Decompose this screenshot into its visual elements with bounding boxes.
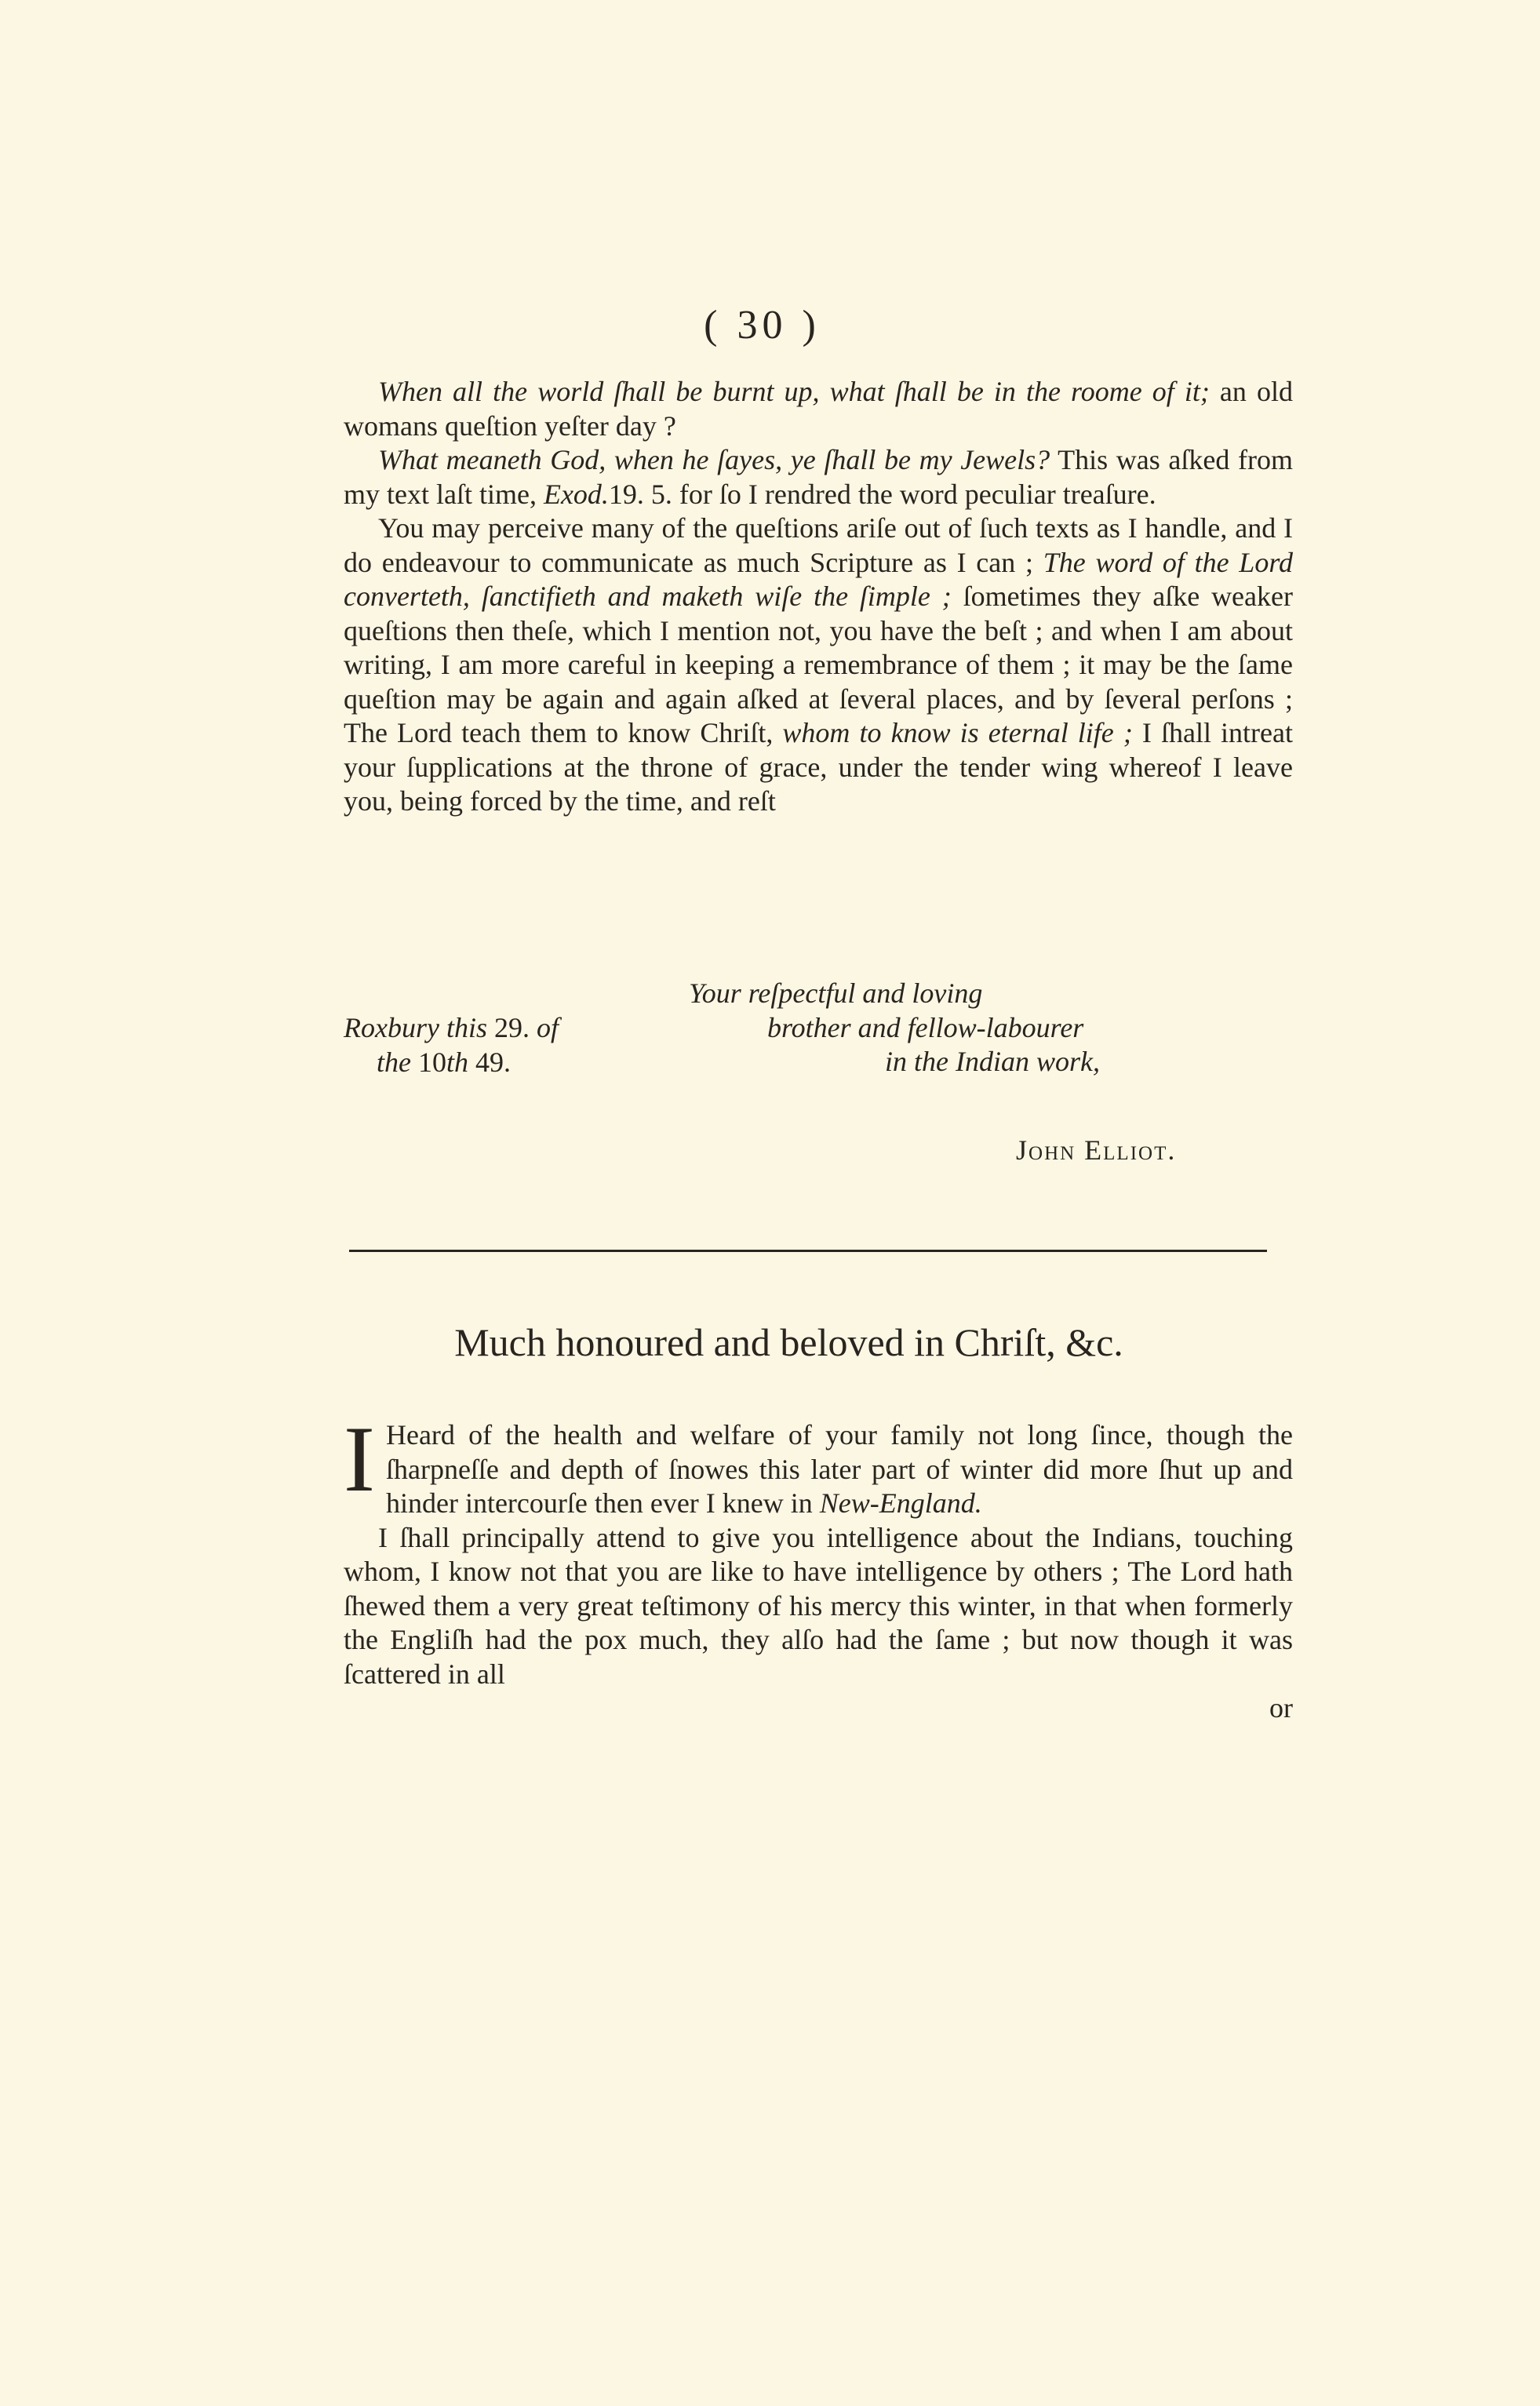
dateline-text: Roxbury this xyxy=(344,1012,494,1043)
paragraph-3-c: ſometimes they aſke weaker queſtions then theſe, which I mention not, you have the beſt ; and when I am about writing, I am more careful in keeping a remembrance of them ; it may be the ſame queſtion may be again and again aſked at ſeveral places, and by ſeveral perſons ; The Lord teach them to know Chriſt, xyxy=(344,581,1293,748)
dateline-line-1 xyxy=(344,1011,559,1046)
paragraph-2 xyxy=(344,443,1293,511)
paragraph-2-tail: 19. 5. for ſo I rendred the word peculiar treaſure. xyxy=(608,478,1156,510)
dateline-line-2 xyxy=(344,1046,559,1080)
paragraph-3-quote: The word of the Lord converteth, ſanctifieth and maketh wiſe the ſimple ; xyxy=(344,546,1293,612)
signature: John Elliot. xyxy=(1016,1134,1177,1166)
paragraph-3 xyxy=(344,511,1293,819)
paragraph-1 xyxy=(344,375,1293,443)
dateline-number: 49. xyxy=(468,1046,511,1078)
valediction xyxy=(689,977,1100,1079)
paragraph-5: I ſhall principally attend to give you intelligence about the Indians, touching whom, I know not that you are like to have intelligence by others ; The Lord hath ſhewed them a very great teſtimony of his mercy this winter, in that when formerly the Engliſh had the pox much, they alſo had the ſame ; but now though it was ſcattered in all xyxy=(344,1521,1293,1690)
paragraph-1-text: an old womans queſtion yeſter day ? xyxy=(344,376,1293,442)
paragraph-4-text: Heard of the health and welfare of your family not long ſince, though the ſharpneſſe and depth of ſnowes this later part of winter did more ſhut up and hinder intercourſe then ever I knew in xyxy=(385,1419,1293,1519)
paragraph-2-text: This was aſked from my text laſt time, xyxy=(344,444,1293,510)
dateline-text: of xyxy=(529,1012,559,1043)
valediction-line: in the Indian work, xyxy=(885,1046,1100,1077)
page-number: ( 30 ) xyxy=(704,303,821,348)
paragraph-1-italic: When all the world ſhall be burnt up, what ſhall be in the roome of it; xyxy=(378,376,1210,407)
paragraph-3-e: I ſhall intreat your ſupplications at the throne of grace, under the tender wing whereof I leave you, being forced by the time, and reſt xyxy=(344,717,1293,817)
dateline-text: th xyxy=(446,1046,468,1078)
scripture-reference: Exod. xyxy=(543,478,609,510)
section-divider xyxy=(349,1250,1267,1252)
paragraph-3-quote-2: whom to know is eternal life ; xyxy=(782,717,1133,748)
drop-cap: I xyxy=(344,1407,375,1511)
paragraph-2-italic: What meaneth God, when he ſayes, ye ſhall be my Jewels? xyxy=(378,444,1050,475)
place-name: New-England. xyxy=(819,1487,982,1519)
letter-body-second xyxy=(344,1407,1293,1726)
valediction-line: Your reſpectful and loving xyxy=(689,977,983,1009)
paragraph-3-a: You may perceive many of the queſtions ariſe out of ſuch texts as I handle, and I do endeavour to communicate as much Scripture as I can ; xyxy=(344,512,1293,578)
catchword: or xyxy=(1269,1692,1293,1724)
paragraph-4 xyxy=(344,1407,1293,1521)
dateline xyxy=(344,1011,559,1079)
dateline-text: the xyxy=(377,1046,418,1078)
dateline-number: 10 xyxy=(417,1046,446,1078)
letter-body-top xyxy=(344,375,1293,819)
valediction-line: brother and fellow-labourer xyxy=(767,1011,1084,1043)
dateline-number: 29. xyxy=(493,1012,530,1043)
letter-heading: Much honoured and beloved in Chriſt, &c. xyxy=(454,1320,1123,1364)
